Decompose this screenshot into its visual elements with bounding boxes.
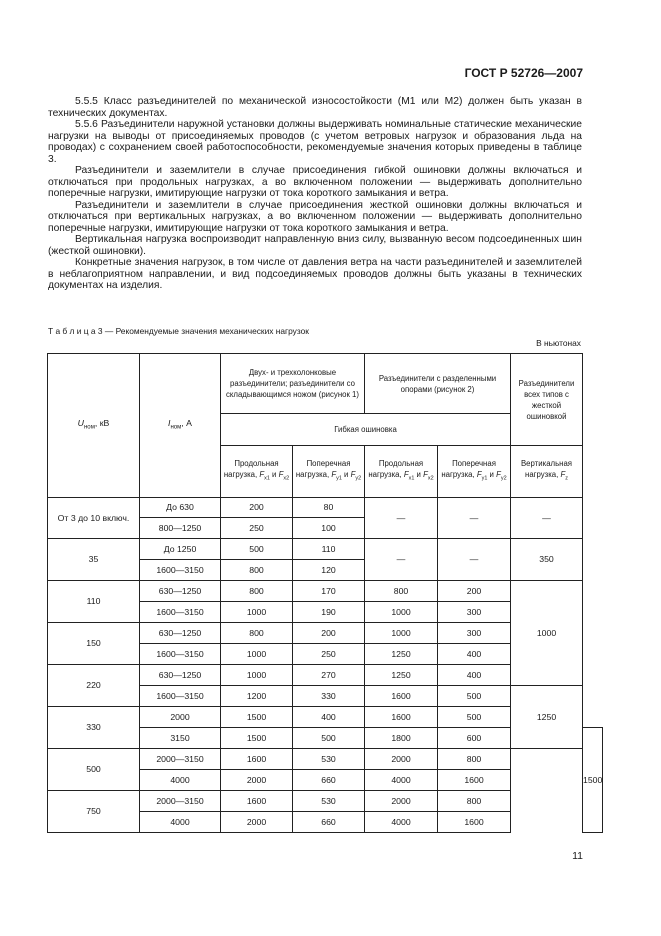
cell-current: 1600—3150	[140, 686, 221, 707]
cell-voltage: 220	[48, 665, 140, 707]
cell-fz: 1250	[511, 686, 583, 749]
cell-fy1: 660	[293, 770, 365, 791]
cell-fy1: 170	[293, 581, 365, 602]
cell-fx1: 800	[221, 560, 293, 581]
header-longitudinal-1: Продольная нагрузка, $F_{x1}$ и $F_{x2}$	[221, 446, 293, 498]
cell-current: 630—1250	[140, 581, 221, 602]
cell-fy2: 800	[438, 791, 511, 812]
cell-fx2: 1000	[365, 602, 438, 623]
cell-fy2: 400	[438, 665, 511, 686]
table-row	[48, 498, 603, 518]
paragraph-5-5-6: 5.5.6 Разъединители наружной установки должны выдерживать номинальные статические механические нагрузки на выводы от присоединяемых проводов (с учетом ветровых нагрузок и образования льда на проводах) с сохранением своей работоспособности, рекомендуемые значения которых приведены в таблице 3.	[48, 119, 582, 165]
table-row	[48, 539, 603, 560]
cell-current: До 630	[140, 498, 221, 518]
cell-fy1: 100	[293, 518, 365, 539]
cell-fy1: 190	[293, 602, 365, 623]
loads-table	[47, 353, 603, 833]
paragraph-specific-values: Конкретные значения нагрузок, в том числе от давления ветра на части разъединителей и заземлителей в неблагоприятном направлении, и вид подсоединяемых проводов должны быть указаны в технических документах на изделия.	[48, 257, 582, 291]
cell-fy2: —	[438, 539, 511, 581]
cell-fy2: 1600	[438, 812, 511, 833]
cell-fy1: 330	[293, 686, 365, 707]
header-voltage: $U_{ном}$, кВ	[48, 354, 140, 498]
cell-current: 4000	[140, 770, 221, 791]
cell-fy2: 1600	[438, 770, 511, 791]
table-row	[48, 791, 603, 812]
cell-fy2: 400	[438, 644, 511, 665]
cell-fz: 1000	[511, 581, 583, 686]
cell-fx1: 800	[221, 581, 293, 602]
cell-current: 2000—3150	[140, 749, 221, 770]
body-text	[48, 96, 582, 292]
header-rigid-bus: Разъединители всех типов с жесткой ошиновкой	[511, 354, 583, 446]
cell-fx2: 1600	[365, 707, 438, 728]
cell-fx1: 500	[221, 539, 293, 560]
header-longitudinal-2: Продольная нагрузка, $F_{x1}$ и $F_{x2}$	[365, 446, 438, 498]
unit-note: В ньютонах	[536, 338, 581, 348]
cell-fx1: 2000	[221, 770, 293, 791]
cell-voltage: 35	[48, 539, 140, 581]
cell-fx1: 1500	[221, 728, 293, 749]
cell-fx1: 1600	[221, 791, 293, 812]
cell-fx1: 2000	[221, 812, 293, 833]
cell-current: 1600—3150	[140, 560, 221, 581]
cell-fy2: 800	[438, 749, 511, 770]
cell-fx1: 1000	[221, 665, 293, 686]
cell-fy1: 500	[293, 728, 365, 749]
cell-fy1: 530	[293, 749, 365, 770]
cell-fx2: 4000	[365, 770, 438, 791]
cell-fy2: 600	[438, 728, 511, 749]
cell-current: 2000	[140, 707, 221, 728]
paragraph-5-5-5: 5.5.5 Класс разъединителей по механической износостойкости (М1 или М2) должен быть указан в технических документах.	[48, 96, 582, 119]
cell-fx1: 800	[221, 623, 293, 644]
cell-current: 630—1250	[140, 623, 221, 644]
cell-voltage: 150	[48, 623, 140, 665]
cell-fx2: —	[365, 498, 438, 539]
cell-voltage: 500	[48, 749, 140, 791]
cell-current: 800—1250	[140, 518, 221, 539]
cell-voltage: 750	[48, 791, 140, 833]
cell-fx2: 1800	[365, 728, 438, 749]
cell-fy1: 110	[293, 539, 365, 560]
cell-current: 630—1250	[140, 665, 221, 686]
cell-fx2: 2000	[365, 791, 438, 812]
cell-fy1: 400	[293, 707, 365, 728]
document-header: ГОСТ Р 52726—2007	[464, 66, 583, 80]
cell-fy1: 200	[293, 623, 365, 644]
cell-fy2: 300	[438, 623, 511, 644]
cell-fx2: 1250	[365, 665, 438, 686]
paragraph-rigid-bus: Разъединители и заземлители в случае присоединения жесткой ошиновки должны включаться и отключаться при вертикальных нагрузках, а во включенном положении — выдерживать дополнительно поперечные нагрузки, имитирующие нагрузки от тока короткого замыкания и ветра.	[48, 199, 582, 234]
cell-fx1: 1000	[221, 602, 293, 623]
paragraph-vertical-load: Вертикальная нагрузка воспроизводит направленную вниз силу, вызванную весом подсоединенных шин (жесткой ошиновки).	[48, 234, 582, 257]
table-row	[48, 749, 603, 770]
header-current: $I_{ном}$, А	[140, 354, 221, 498]
cell-fx2: 1600	[365, 686, 438, 707]
cell-current: 1600—3150	[140, 644, 221, 665]
cell-voltage: 110	[48, 581, 140, 623]
cell-fx2: —	[365, 539, 438, 581]
header-transverse-1: Поперечная нагрузка, $F_{y1}$ и $F_{y2}$	[293, 446, 365, 498]
cell-current: 2000—3150	[140, 791, 221, 812]
page-number: 11	[572, 850, 583, 862]
cell-fy2: 500	[438, 686, 511, 707]
cell-current: 3150	[140, 728, 221, 749]
cell-current: 4000	[140, 812, 221, 833]
cell-fx1: 250	[221, 518, 293, 539]
cell-fz: 350	[511, 539, 583, 581]
cell-fy1: 80	[293, 498, 365, 518]
cell-fy2: 500	[438, 707, 511, 728]
header-transverse-2: Поперечная нагрузка, $F_{y1}$ и $F_{y2}$	[438, 446, 511, 498]
cell-fy1: 660	[293, 812, 365, 833]
cell-fy1: 530	[293, 791, 365, 812]
cell-fy2: 300	[438, 602, 511, 623]
table-caption: Т а б л и ц а 3 — Рекомендуемые значения механических нагрузок	[48, 326, 309, 336]
cell-fx1: 1200	[221, 686, 293, 707]
cell-fy1: 250	[293, 644, 365, 665]
cell-fx1: 1000	[221, 644, 293, 665]
cell-fx1: 1500	[221, 707, 293, 728]
cell-fx2: 1000	[365, 623, 438, 644]
cell-fy1: 120	[293, 560, 365, 581]
paragraph-flexible-bus: Разъединители и заземлители в случае присоединения гибкой ошиновки должны включаться и отключаться при продольных нагрузках, а во включенном положении — выдерживать дополнительно поперечные нагрузки, имитирующие нагрузки от тока короткого замыкания и ветра.	[48, 165, 582, 199]
cell-fx1: 1600	[221, 749, 293, 770]
cell-current: До 1250	[140, 539, 221, 560]
header-flexible-bus: Гибкая ошиновка	[221, 414, 511, 446]
cell-fz: 1500	[583, 728, 603, 833]
cell-voltage: 330	[48, 707, 140, 749]
cell-fx2: 4000	[365, 812, 438, 833]
header-vertical: Вертикальная нагрузка, $F_z$	[511, 446, 583, 498]
cell-current: 1600—3150	[140, 602, 221, 623]
cell-fx1: 200	[221, 498, 293, 518]
cell-fx2: 2000	[365, 749, 438, 770]
cell-fz: —	[511, 498, 583, 539]
cell-fx2: 800	[365, 581, 438, 602]
header-two-three-column: Двух- и трехколонковые разъединители; разъединители со складывающимся ножом (рисунок 1)	[221, 354, 365, 414]
table-row	[48, 581, 603, 602]
cell-fy1: 270	[293, 665, 365, 686]
header-separated-supports: Разъединители с разделенными опорами (рисунок 2)	[365, 354, 511, 414]
cell-fy2: —	[438, 498, 511, 539]
cell-fy2: 200	[438, 581, 511, 602]
cell-fx2: 1250	[365, 644, 438, 665]
cell-voltage: От 3 до 10 включ.	[48, 498, 140, 539]
